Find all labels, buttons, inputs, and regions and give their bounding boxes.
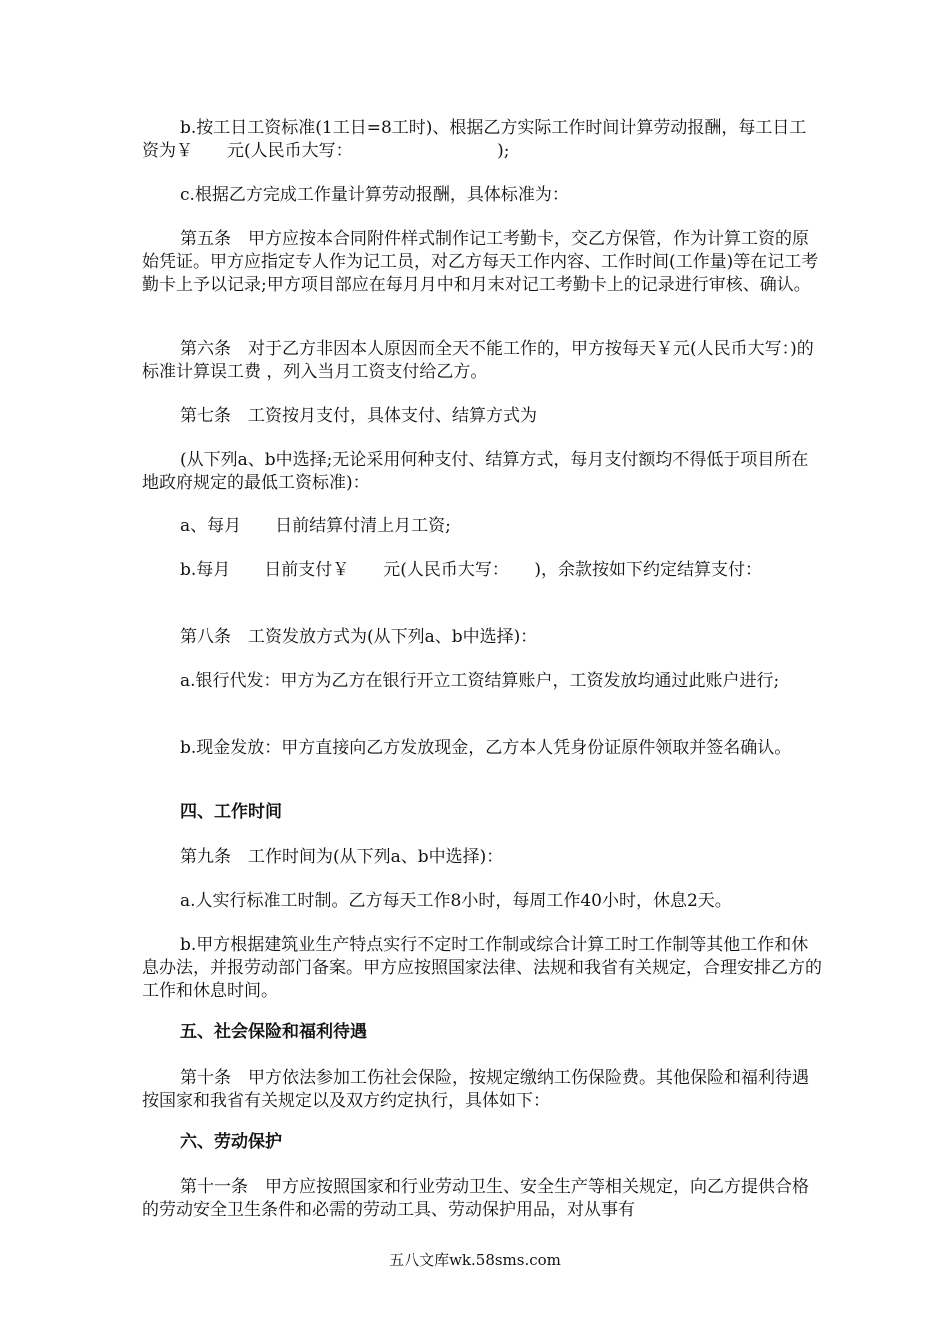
- paragraph-cash-payment: b.现金发放：甲方直接向乙方发放现金，乙方本人凭身份证原件领取并签名确认。: [180, 738, 792, 758]
- section-heading-working-time: 四、工作时间: [180, 802, 282, 822]
- paragraph-payment-choice: (从下列a、b中选择;无论采用何种支付、结算方式，每月支付额均不得低于项目所在地政府规定的最低工资标准)：: [142, 450, 809, 493]
- paragraph-wage-workload: c.根据乙方完成工作量计算劳动报酬，具体标准为：: [180, 185, 569, 205]
- page-footer: 五八文库wk.58sms.com: [389, 1251, 561, 1269]
- paragraph-article-7: 第七条 工资按月支付，具体支付、结算方式为: [180, 406, 537, 426]
- paragraph-article-8: 第八条 工资发放方式为(从下列a、b中选择)：: [180, 627, 538, 647]
- paragraph-article-9: 第九条 工作时间为(从下列a、b中选择)：: [180, 847, 504, 867]
- paragraph-article-5: 第五条 甲方应按本合同附件样式制作记工考勤卡，交乙方保管，作为计算工资的原始凭证。甲方应指定专人作为记工员，对乙方每天工作内容、工作时间(工作量)等在记工考勤卡上予以记录;甲方项目部应在每月月中和月末对记工考勤卡上的记录进行审核、确认。: [142, 229, 819, 295]
- section-heading-labor-protection: 六、劳动保护: [180, 1132, 282, 1152]
- paragraph-article-10: 第十条 甲方依法参加工伤社会保险，按规定缴纳工伤保险费。其他保险和福利待遇按国家和我省有关规定以及双方约定执行，具体如下：: [142, 1068, 809, 1111]
- paragraph-option-a: a、每月 日前结算付清上月工资;: [180, 516, 451, 536]
- paragraph-article-6: 第六条 对于乙方非因本人原因而全天不能工作的，甲方按每天￥元(人民币大写：)的标准计算误工费 ，列入当月工资支付给乙方。: [142, 339, 814, 382]
- section-heading-social-insurance: 五、社会保险和福利待遇: [180, 1022, 367, 1042]
- paragraph-wage-daily: b.按工日工资标准(1工日=8工时)、根据乙方实际工作时间计算劳动报酬，每工日工资为￥ 元(人民币大写： );: [142, 118, 807, 161]
- paragraph-standard-hours: a.人实行标准工时制。乙方每天工作8小时，每周工作40小时，休息2天。: [180, 891, 732, 911]
- paragraph-article-11: 第十一条 甲方应按照国家和行业劳动卫生、安全生产等相关规定，向乙方提供合格的劳动安全卫生条件和必需的劳动工具、劳动保护用品，对从事有: [142, 1177, 809, 1220]
- paragraph-bank-payment: a.银行代发：甲方为乙方在银行开立工资结算账户，工资发放均通过此账户进行;: [180, 671, 780, 691]
- paragraph-option-b: b.每月 日前支付￥ 元(人民币大写： )，余款按如下约定结算支付：: [180, 560, 763, 580]
- paragraph-flexible-hours: b.甲方根据建筑业生产特点实行不定时工作制或综合计算工时工作制等其他工作和休息办法，并报劳动部门备案。甲方应按照国家法律、法规和我省有关规定，合理安排乙方的工作和休息时间。: [142, 935, 822, 1001]
